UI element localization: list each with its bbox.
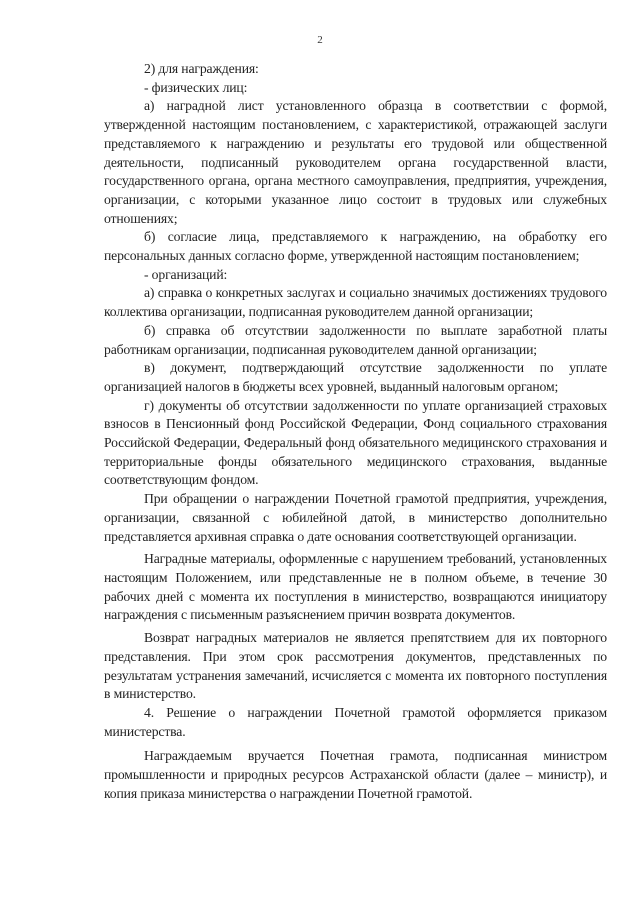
paragraph-decision: 4. Решение о награждении Почетной грамотой оформляется приказом министерства. bbox=[104, 704, 607, 739]
paragraph-organizations-header: - организаций: bbox=[144, 266, 228, 282]
paragraph-individuals-header: - физических лиц: bbox=[144, 79, 248, 95]
paragraph-organizations-d: г) документы об отсутствии задолженности по уплате организацией страховых взносов в Пенсионный фонд Российской Федерации, Фонд социального страхования Российской Федерации, Федеральный фонд обязательного медицинского страхования и территориальные фонды обязательного медицинского страхования, выданные соответствующим фондом. bbox=[104, 397, 607, 488]
paragraph-presentation: Награждаемым вручается Почетная грамота, подписанная министром промышленности и природных ресурсов Астраханской области (далее – министр), и копия приказа министерства о награждении Почетной грамотой. bbox=[104, 748, 607, 801]
paragraph-individuals-a: а) наградной лист установленного образца в соответствии с формой, утвержденной настоящим постановлением, с характеристикой, отражающей заслуги представляемого к награждению и результаты его трудовой или общественной деятельности, подписанный руководителем органа государственной власти, государственного органа, органа местного самоуправления, предприятия, учреждения, организации, с которыми указанное лицо состоит в трудовых или служебных отношениях; bbox=[104, 98, 607, 226]
paragraph-return-materials: Наградные материалы, оформленные с нарушением требований, установленных настоящим Положением, или представленные не в полном объеме, в течение 30 рабочих дней с момента их поступления в министерство, возвращаются инициатору награждения с письменным разъяснением причин возврата документов. bbox=[104, 551, 607, 623]
paragraph-anniversary: При обращении о награждении Почетной грамотой предприятия, учреждения, организации, связанной с юбилейной датой, в министерство дополнительно представляется архивная справка о дате основания соответствующей организации. bbox=[104, 491, 607, 544]
paragraph-individuals-b: б) согласие лица, представляемого к награждению, на обработку его персональных данных согласно форме, утвержденной настоящим постановлением; bbox=[104, 229, 607, 264]
paragraph-organizations-a: а) справка о конкретных заслугах и социально значимых достижениях трудового коллектива организации, подписанная руководителем данной организации; bbox=[104, 285, 607, 320]
paragraph-organizations-b: б) справка об отсутствии задолженности по выплате заработной платы работникам организации, подписанная руководителем данной организации; bbox=[104, 322, 607, 357]
paragraph-organizations-c: в) документ, подтверждающий отсутствие задолженности по уплате организацией налогов в бюджеты всех уровней, выданный налоговым органом; bbox=[104, 360, 607, 394]
paragraph-resubmission: Возврат наградных материалов не является препятствием для их повторного представления. При этом срок рассмотрения документов, представленных по результатам устранения замечаний, исчисляется с момента их повторного поступления в министерство. bbox=[104, 630, 607, 702]
paragraph-awarding-intro: 2) для награждения: bbox=[144, 61, 259, 76]
page-number: 2 bbox=[317, 34, 323, 46]
document-body bbox=[104, 60, 607, 803]
